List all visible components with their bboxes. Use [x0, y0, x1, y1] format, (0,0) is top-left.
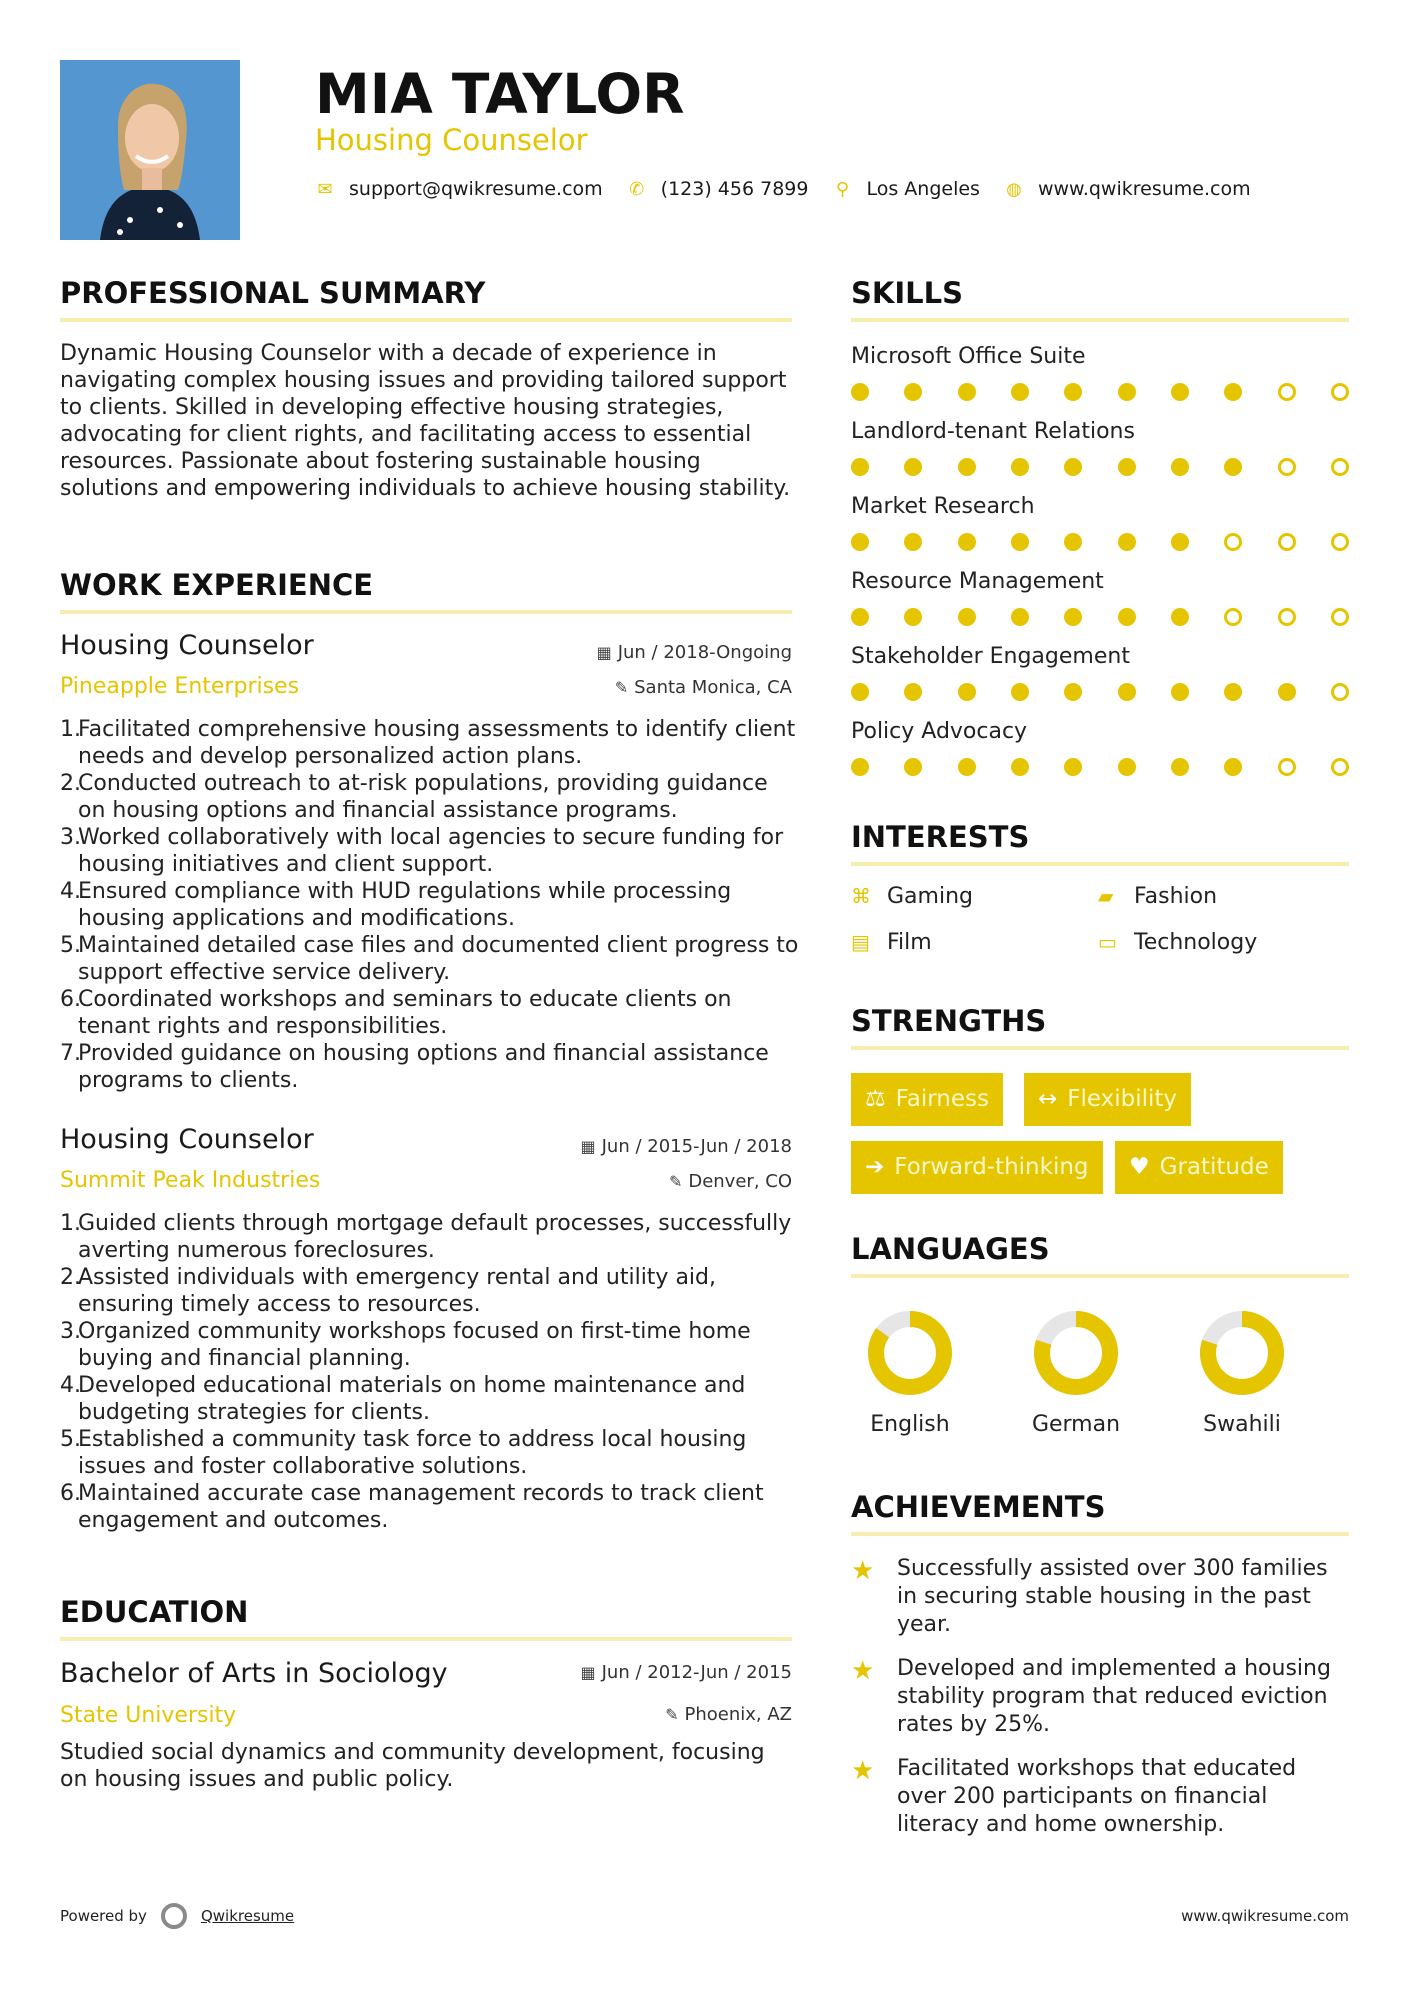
pushpin-icon: ✎ — [614, 678, 629, 697]
rating-dot-filled — [1118, 533, 1136, 551]
education-heading: EDUCATION — [60, 1595, 249, 1629]
interest-item: ▭ Technology — [1098, 930, 1258, 955]
rating-dot-filled — [958, 533, 976, 551]
language-name: German — [1031, 1412, 1121, 1437]
list-item: 6. Coordinated workshops and seminars to educate clients on tenant rights and responsibilities. — [60, 987, 732, 1039]
job-bullets — [60, 716, 800, 1094]
section-divider — [851, 1046, 1349, 1050]
rating-dot-filled — [851, 608, 869, 626]
rating-dot-empty — [1331, 758, 1349, 776]
profile-photo — [60, 60, 240, 240]
education-description: Studied social dynamics and community development, focusing on housing issues and public policy. — [60, 1740, 765, 1792]
skill-rating — [851, 608, 1349, 626]
rating-dot-filled — [1118, 608, 1136, 626]
rating-dot-empty — [1278, 533, 1296, 551]
job-bullets — [60, 1210, 800, 1534]
rating-dot-empty — [1331, 458, 1349, 476]
summary-heading: PROFESSIONAL SUMMARY — [60, 276, 486, 310]
rating-dot-filled — [1224, 758, 1242, 776]
skill-rating — [851, 683, 1349, 701]
language-name: English — [870, 1412, 950, 1437]
skill-row — [851, 494, 1349, 551]
skill-rating — [851, 383, 1349, 401]
rating-dot-empty — [1331, 608, 1349, 626]
balance-scale-icon: ⚖ — [865, 1086, 886, 1112]
skill-name: Resource Management — [851, 569, 1104, 594]
rating-dot-filled — [851, 383, 869, 401]
rating-dot-filled — [1118, 683, 1136, 701]
education-location-text: Phoenix, AZ — [684, 1704, 792, 1725]
bag-icon: ▰ — [1098, 884, 1114, 908]
section-divider — [851, 318, 1349, 322]
rating-dot-filled — [1064, 458, 1082, 476]
phone-icon: ✆ — [629, 178, 645, 200]
list-item: 5. Established a community task force to address local housing issues and foster collaborative solutions. — [60, 1427, 747, 1479]
job-location-text: Denver, CO — [688, 1171, 792, 1192]
footer-powered-by — [60, 1903, 294, 1929]
rating-dot-filled — [1118, 383, 1136, 401]
list-item: 6. Maintained accurate case management records to track client engagement and outcomes. — [60, 1481, 764, 1533]
skill-row — [851, 344, 1349, 401]
languages-heading: LANGUAGES — [851, 1232, 1050, 1266]
rating-dot-filled — [1171, 683, 1189, 701]
rating-dot-filled — [851, 758, 869, 776]
rating-dot-filled — [904, 533, 922, 551]
rating-dot-filled — [1118, 758, 1136, 776]
rating-dot-filled — [1224, 383, 1242, 401]
skill-name: Policy Advocacy — [851, 719, 1028, 744]
rating-dot-filled — [904, 458, 922, 476]
skill-row — [851, 719, 1349, 776]
language-item — [1021, 1310, 1131, 1437]
star-icon: ★ — [851, 1556, 875, 1586]
rating-dot-filled — [904, 758, 922, 776]
skill-name: Microsoft Office Suite — [851, 344, 1086, 369]
job-title: Housing Counselor — [60, 630, 314, 661]
rating-dot-empty — [1331, 533, 1349, 551]
qwikresume-logo-icon — [161, 1903, 187, 1929]
list-item: 1. Facilitated comprehensive housing assessments to identify client needs and develop personalized action plans. — [60, 717, 796, 769]
achievement-item: ★ Facilitated workshops that educated over 200 participants on financial literacy and home ownership. — [851, 1756, 1297, 1837]
pushpin-icon: ✎ — [665, 1705, 679, 1724]
rating-dot-filled — [1171, 458, 1189, 476]
section-divider — [851, 1274, 1349, 1278]
list-item: 1. Guided clients through mortgage default processes, successfully averting numerous foreclosures. — [60, 1211, 792, 1263]
skill-row — [851, 644, 1349, 701]
gamepad-icon: ⌘ — [851, 884, 871, 908]
rating-dot-filled — [851, 458, 869, 476]
rating-dot-filled — [958, 683, 976, 701]
strength-tag: ⚖ Fairness — [851, 1073, 1003, 1126]
job-dates-text: Jun / 2015-Jun / 2018 — [601, 1136, 792, 1157]
skill-rating — [851, 758, 1349, 776]
achievement-item: ★ Developed and implemented a housing stability program that reduced eviction rates by 25%. — [851, 1656, 1331, 1737]
person-portrait-icon — [60, 60, 240, 240]
achievements-heading: ACHIEVEMENTS — [851, 1490, 1106, 1524]
rating-dot-filled — [958, 758, 976, 776]
rating-dot-empty — [1331, 683, 1349, 701]
interest-item: ⌘ Gaming — [851, 884, 973, 909]
job-company: Pineapple Enterprises — [60, 674, 300, 699]
calendar-icon: ▦ — [580, 1663, 596, 1682]
arrow-right-icon: ➔ — [865, 1154, 885, 1180]
education-dates-text: Jun / 2012-Jun / 2015 — [601, 1662, 792, 1683]
skill-rating — [851, 533, 1349, 551]
strengths-heading: STRENGTHS — [851, 1004, 1047, 1038]
rating-dot-filled — [1011, 458, 1029, 476]
rating-dot-filled — [1011, 683, 1029, 701]
contact-website[interactable]: www.qwikresume.com — [1037, 178, 1251, 200]
rating-dot-filled — [1171, 608, 1189, 626]
rating-dot-filled — [1011, 608, 1029, 626]
rating-dot-filled — [1171, 383, 1189, 401]
rating-dot-filled — [1171, 758, 1189, 776]
contact-email[interactable]: support@qwikresume.com — [349, 178, 603, 200]
star-icon: ★ — [851, 1756, 875, 1786]
rating-dot-filled — [1011, 383, 1029, 401]
rating-dot-empty — [1278, 458, 1296, 476]
rating-dot-filled — [1064, 683, 1082, 701]
rating-dot-filled — [904, 608, 922, 626]
strength-tag: ↔ Flexibility — [1024, 1073, 1191, 1126]
list-item: 3. Organized community workshops focused on first-time home buying and financial planning. — [60, 1319, 751, 1371]
skills-heading: SKILLS — [851, 276, 963, 310]
job-location — [500, 677, 792, 698]
interest-item: ▤ Film — [851, 930, 932, 955]
section-divider — [60, 318, 792, 322]
rating-dot-filled — [958, 608, 976, 626]
interests-heading: INTERESTS — [851, 820, 1030, 854]
strength-tag: ➔ Forward-thinking — [851, 1141, 1103, 1194]
school-name: State University — [60, 1703, 237, 1728]
list-item: 3. Worked collaboratively with local agencies to secure funding for housing initiatives and client support. — [60, 825, 784, 877]
brand-link[interactable]: Qwikresume — [200, 1907, 295, 1925]
list-item: 4. Ensured compliance with HUD regulations while processing housing applications and modifications. — [60, 879, 732, 931]
education-dates — [500, 1662, 792, 1683]
pushpin-icon: ✎ — [668, 1172, 683, 1191]
skill-name: Landlord-tenant Relations — [851, 419, 1135, 444]
rating-dot-empty — [1278, 383, 1296, 401]
rating-dot-filled — [1224, 458, 1242, 476]
section-divider — [851, 1532, 1349, 1536]
rating-dot-filled — [851, 683, 869, 701]
degree-title: Bachelor of Arts in Sociology — [60, 1658, 448, 1689]
rating-dot-filled — [851, 533, 869, 551]
rating-dot-filled — [1278, 683, 1296, 701]
rating-dot-filled — [904, 683, 922, 701]
strength-tag: ♥ Gratitude — [1115, 1141, 1283, 1194]
arrows-horizontal-icon: ↔ — [1038, 1086, 1058, 1112]
section-divider — [60, 610, 792, 614]
rating-dot-filled — [1118, 458, 1136, 476]
rating-dot-filled — [1011, 758, 1029, 776]
job-location-text: Santa Monica, CA — [634, 677, 792, 698]
contact-location: Los Angeles — [866, 178, 980, 200]
language-ring — [867, 1310, 953, 1396]
skill-name: Market Research — [851, 494, 1035, 519]
language-item — [855, 1310, 965, 1437]
candidate-role: Housing Counselor — [315, 123, 588, 157]
rating-dot-filled — [1011, 533, 1029, 551]
job-company: Summit Peak Industries — [60, 1168, 321, 1193]
contact-bar — [315, 178, 1275, 200]
job-dates-text: Jun / 2018-Ongoing — [617, 642, 792, 663]
map-marker-icon: ⚲ — [835, 178, 850, 200]
job-dates — [500, 642, 792, 663]
rating-dot-filled — [1064, 533, 1082, 551]
candidate-name: MIA TAYLOR — [315, 62, 685, 126]
rating-dot-empty — [1278, 608, 1296, 626]
list-item: 4. Developed educational materials on home maintenance and budgeting strategies for clients. — [60, 1373, 746, 1425]
star-icon: ★ — [851, 1656, 875, 1686]
heart-icon: ♥ — [1129, 1154, 1150, 1180]
skill-name: Stakeholder Engagement — [851, 644, 1130, 669]
rating-dot-filled — [1064, 608, 1082, 626]
education-location — [500, 1704, 792, 1725]
powered-by-label: Powered by — [60, 1907, 147, 1925]
rating-dot-filled — [1064, 383, 1082, 401]
language-name: Swahili — [1203, 1412, 1281, 1437]
rating-dot-empty — [1278, 758, 1296, 776]
list-item: 2. Conducted outreach to at-risk populations, providing guidance on housing options and financial assistance programs. — [60, 771, 768, 823]
rating-dot-filled — [958, 458, 976, 476]
rating-dot-empty — [1331, 383, 1349, 401]
film-icon: ▤ — [851, 930, 870, 954]
list-item: 2. Assisted individuals with emergency rental and utility aid, ensuring timely access to resources. — [60, 1265, 716, 1317]
experience-heading: WORK EXPERIENCE — [60, 568, 374, 602]
rating-dot-filled — [1064, 758, 1082, 776]
summary-text: Dynamic Housing Counselor with a decade of experience in navigating complex housing issues and providing tailored support to clients. Skilled in developing effective housing strategies, advocating for client rights, and facilitating access to essential resources. Passionate about fostering sustainable housing solutions and empowering individuals to achieve housing stability. — [60, 341, 791, 501]
interest-item: ▰ Fashion — [1098, 884, 1218, 909]
section-divider — [60, 1637, 792, 1641]
envelope-icon: ✉ — [317, 178, 333, 200]
calendar-icon: ▦ — [580, 1137, 596, 1156]
list-item: 7. Provided guidance on housing options and financial assistance programs to clients. — [60, 1041, 769, 1093]
rating-dot-empty — [1224, 533, 1242, 551]
job-location — [500, 1171, 792, 1192]
calendar-icon: ▦ — [596, 643, 612, 662]
job-title: Housing Counselor — [60, 1124, 314, 1155]
language-ring — [1199, 1310, 1285, 1396]
job-dates — [500, 1136, 792, 1157]
rating-dot-filled — [904, 383, 922, 401]
skill-rating — [851, 458, 1349, 476]
rating-dot-filled — [958, 383, 976, 401]
language-ring — [1033, 1310, 1119, 1396]
rating-dot-filled — [1171, 533, 1189, 551]
globe-icon: ◍ — [1006, 178, 1022, 200]
contact-phone[interactable]: (123) 456 7899 — [660, 178, 809, 200]
skill-row — [851, 419, 1349, 476]
laptop-icon: ▭ — [1098, 930, 1117, 954]
achievement-item: ★ Successfully assisted over 300 families in securing stable housing in the past year. — [851, 1556, 1328, 1637]
skill-row — [851, 569, 1349, 626]
footer-website[interactable]: www.qwikresume.com — [1181, 1907, 1349, 1925]
rating-dot-filled — [1224, 683, 1242, 701]
language-item — [1187, 1310, 1297, 1437]
rating-dot-empty — [1224, 608, 1242, 626]
list-item: 5. Maintained detailed case files and documented client progress to support effective service delivery. — [60, 933, 799, 985]
section-divider — [851, 862, 1349, 866]
